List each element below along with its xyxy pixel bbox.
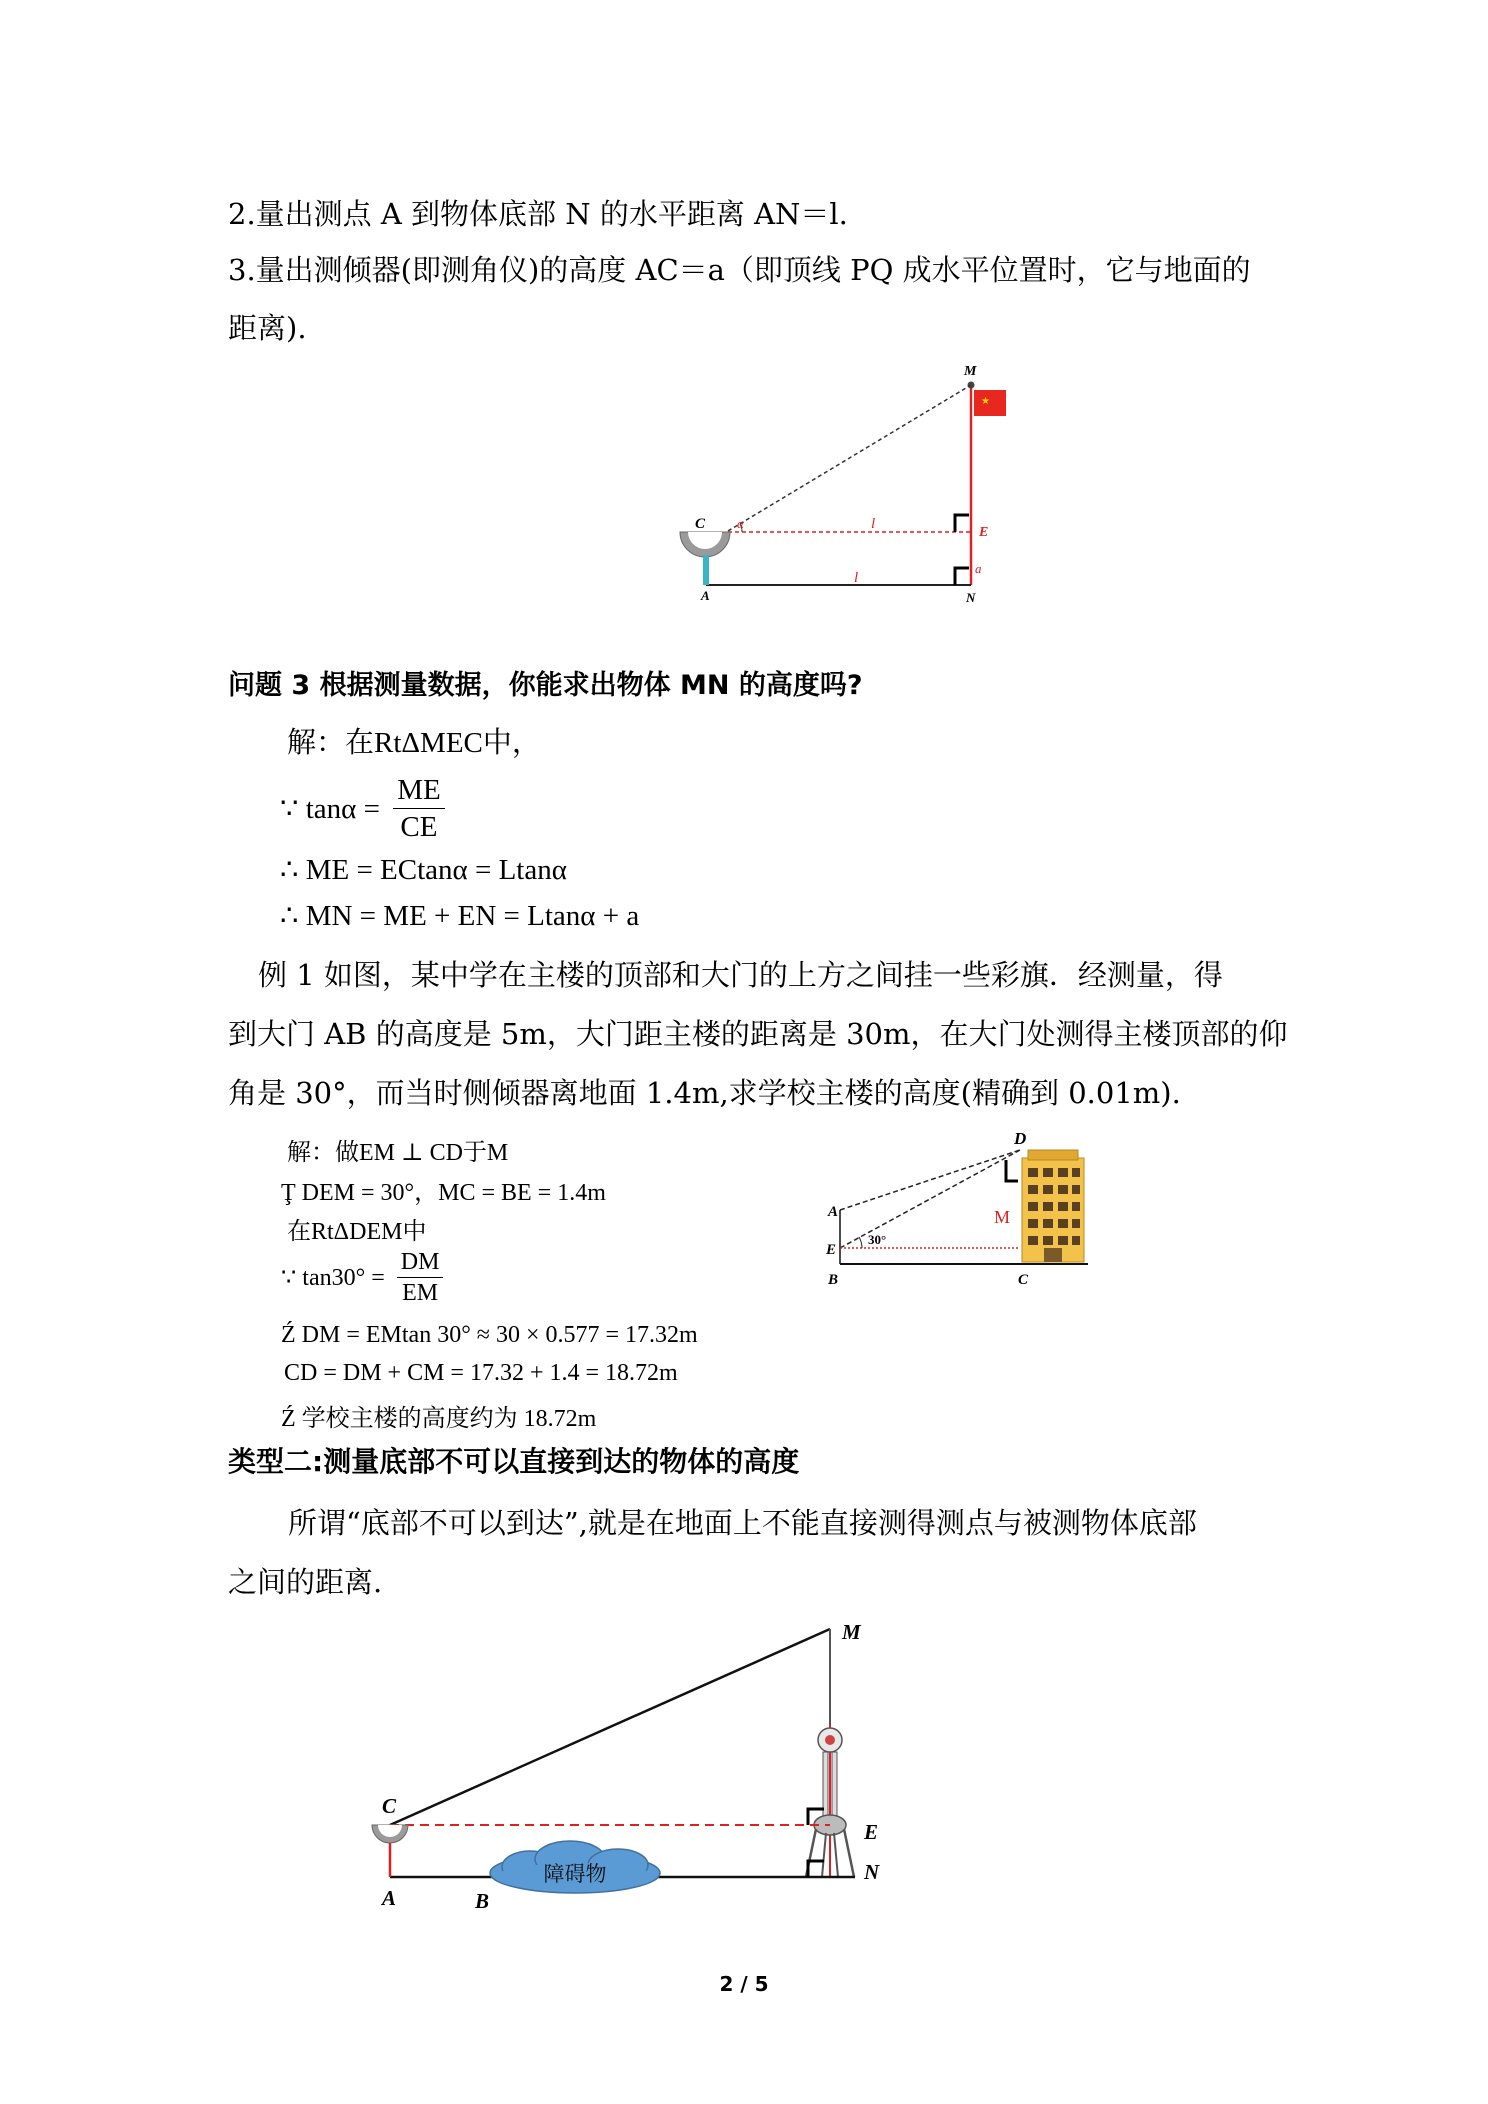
- sol-line-3: 在RtΔDEM中: [287, 1219, 427, 1245]
- label-d: D: [1014, 1129, 1027, 1148]
- sol-line-2: Ţ DEM = 30°，MC = BE = 1.4m: [281, 1180, 606, 1206]
- example-1-line2: 到大门 AB 的高度是 5m，大门距主楼的距离是 30m，在大门处测得主楼顶部的仰: [228, 1017, 1288, 1051]
- sight-line-cm: [390, 1629, 830, 1825]
- page-number: 2 / 5: [719, 1972, 769, 1996]
- sol-frac-num: DM: [397, 1247, 444, 1278]
- label-c: C: [1018, 1272, 1029, 1288]
- label-e: E: [864, 1820, 879, 1844]
- label-m: M: [964, 364, 977, 379]
- label-b: B: [828, 1272, 839, 1288]
- flag-icon: [974, 390, 1006, 416]
- figure-tower-obstacle: [360, 1615, 900, 1925]
- q3-frac-den: CE: [400, 811, 438, 843]
- obstacle-label: 障碍物: [543, 1862, 607, 1886]
- type-2-para-line1: 所谓“底部不可以到达”,就是在地面上不能直接测得测点与被测物体底部: [288, 1506, 1197, 1540]
- sol-tan-line: [281, 1247, 443, 1308]
- clinometer-stand: [703, 555, 709, 585]
- sight-line-ed: [840, 1150, 1020, 1248]
- q3-tan-text: ∵ tanα =: [280, 793, 380, 825]
- label-n: N: [864, 1860, 880, 1884]
- label-alpha: α: [737, 516, 744, 531]
- type-2-heading: 类型二:测量底部不可以直接到达的物体的高度: [228, 1445, 800, 1478]
- label-n: N: [966, 590, 976, 605]
- label-m: M: [842, 1620, 861, 1644]
- right-angle-e: [955, 515, 969, 532]
- q3-line-1: 解：在RtΔMEC中，: [287, 727, 541, 759]
- q3-tan-line: [280, 772, 445, 845]
- flag-line: [840, 1150, 1020, 1210]
- q3-line-4: ∴ MN = ME + EN = Ltanα + a: [280, 900, 640, 932]
- label-l-lower: l: [854, 570, 859, 586]
- sol-line-1: 解：做EM ⊥ CD于M: [287, 1140, 509, 1166]
- sol-line-5: Ź DM = EMtan 30° ≈ 30 × 0.577 = 17.32m: [281, 1322, 698, 1348]
- question-3-title: 问题 3 根据测量数据，你能求出物体 MN 的高度吗?: [228, 670, 863, 701]
- label-e: E: [826, 1242, 837, 1258]
- q3-line-3: ∴ ME = ECtanα = Ltanα: [280, 854, 567, 886]
- label-a: A: [828, 1204, 839, 1220]
- example-1-line1: 例 1 如图，某中学在主楼的顶部和大门的上方之间挂一些彩旗．经测量，得: [258, 958, 1223, 992]
- sol-fraction: [397, 1247, 444, 1308]
- label-c: C: [695, 516, 706, 532]
- svg-text:★: ★: [981, 396, 990, 407]
- label-l-upper: l: [871, 516, 876, 532]
- label-c: C: [382, 1794, 397, 1818]
- step-3-line2: 距离).: [228, 311, 307, 345]
- label-e: E: [979, 525, 989, 540]
- q3-frac-num: ME: [393, 772, 445, 809]
- sight-line: [728, 385, 971, 531]
- label-b: B: [475, 1889, 490, 1913]
- label-a: A: [382, 1886, 397, 1910]
- step-3-line1: 3.量出测倾器(即测角仪)的高度 AC＝a（即顶线 PQ 成水平位置时，它与地面的: [228, 253, 1251, 287]
- sol-frac-den: EM: [402, 1280, 439, 1306]
- sol-line-6: CD = DM + CM = 17.32 + 1.4 = 18.72m: [284, 1360, 678, 1386]
- label-a-height: a: [975, 561, 982, 576]
- label-m: M: [994, 1207, 1011, 1227]
- type-2-para-line2: 之间的距离.: [228, 1565, 383, 1599]
- right-angle-m: [1006, 1160, 1018, 1181]
- figure-measure-height: [670, 360, 1030, 610]
- step-2: 2.量出测点 A 到物体底部 N 的水平距离 AN＝l.: [228, 197, 848, 231]
- right-angle-n: [955, 568, 969, 585]
- label-a: A: [701, 588, 710, 603]
- sol-line-7: Ź 学校主楼的高度约为 18.72m: [281, 1406, 597, 1432]
- sol-tan-text: ∵ tan30° =: [281, 1265, 385, 1291]
- figure-school-building: [818, 1128, 1108, 1303]
- label-angle: 30°: [868, 1232, 887, 1247]
- q3-fraction: [393, 772, 445, 845]
- example-1-line3: 角是 30°，而当时侧倾器离地面 1.4m,求学校主楼的高度(精确到 0.01m).: [228, 1076, 1181, 1110]
